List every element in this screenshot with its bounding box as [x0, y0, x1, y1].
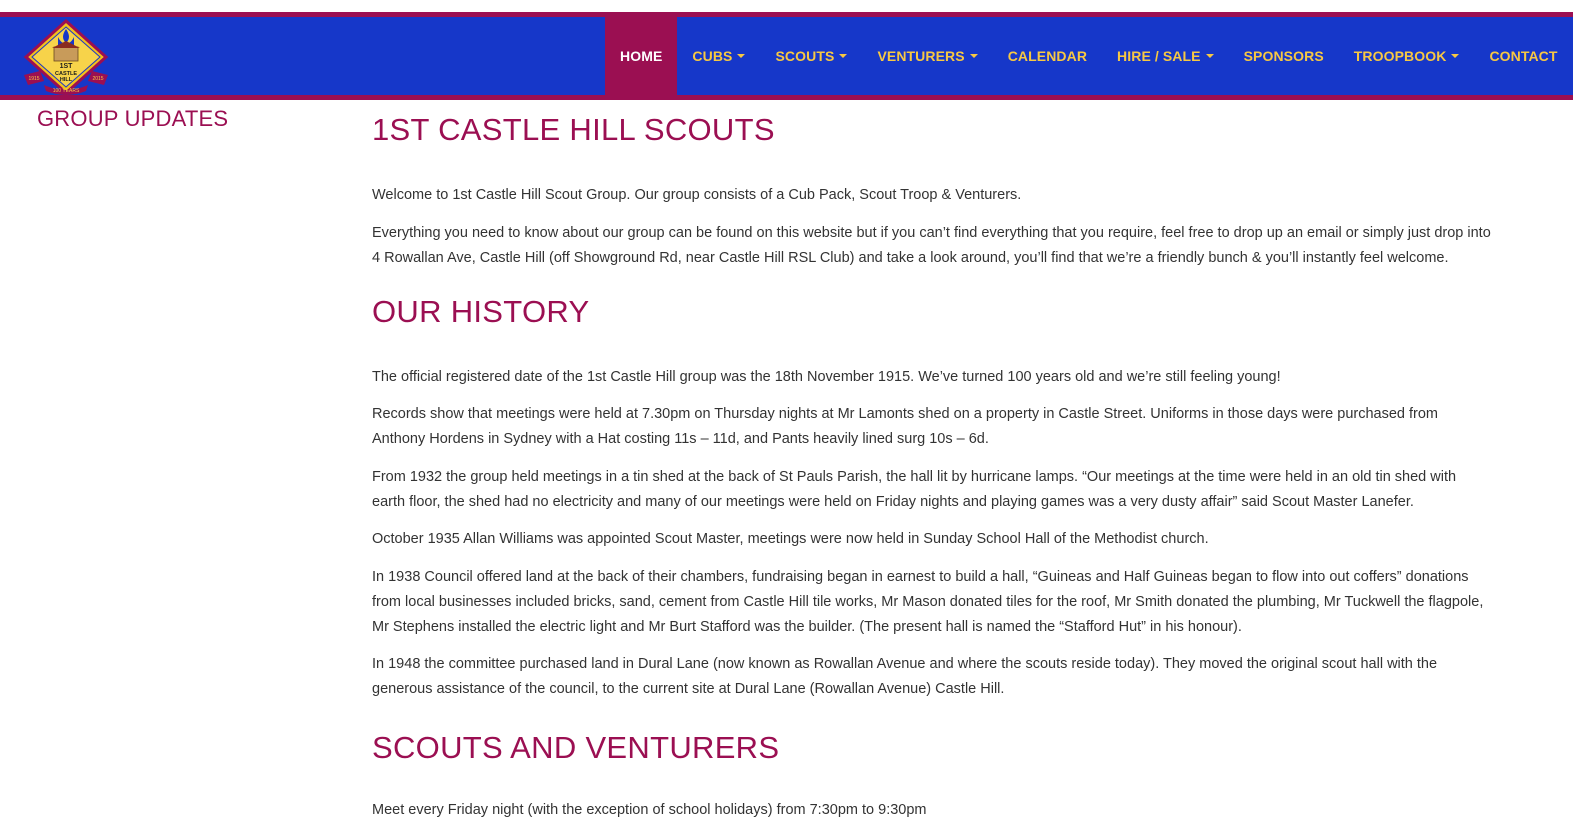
svg-text:100 YEARS: 100 YEARS — [52, 88, 80, 94]
intro-paragraph: Everything you need to know about our group can be found on this website but if you can’t find everything that you require, feel free to drop up an email or simply just drop into 4 Rowallan Ave, Castle Hill (off Showground Rd, near Castle Hill RSL Club) and take a look around, you’ll find that we’re a friendly bunch & you’ll instantly feel welcome. — [372, 225, 1491, 266]
history-paragraph: The official registered date of the 1st Castle Hill group was the 18th November 1915. We’ve turned 100 years old and we’re still feeling young! — [372, 369, 1281, 385]
nav-troopbook-label: TROOPBOOK — [1353, 48, 1447, 64]
nav-sponsors-label: SPONSORS — [1243, 48, 1324, 64]
svg-text:2015: 2015 — [92, 76, 104, 82]
caret-down-icon — [737, 54, 745, 58]
nav-scouts-label: SCOUTS — [775, 48, 835, 64]
group-logo[interactable] — [22, 19, 110, 97]
nav-scouts[interactable] — [760, 17, 862, 95]
history-paragraph: Records show that meetings were held at 7.30pm on Thursday nights at Mr Lamonts shed on a property in Castle Street. Uniforms in those days were purchased from Anthony Hordens in Sydney with a Hat costing 11s – 11d, and Pants heavily lined surg 10s – 6d. — [372, 406, 1439, 447]
nav-cubs-label: CUBS — [692, 48, 733, 64]
nav-hire-sale-label: HIRE / SALE — [1117, 48, 1201, 64]
sidebar-title: GROUP UPDATES — [37, 106, 229, 131]
history-paragraph: From 1932 the group held meetings in a tin shed at the back of St Pauls Parish, the hall lit by hurricane lamps. “Our meetings at the time were held in an old tin shed with earth floor, the shed had no electricity and many of our meetings were held on Friday nights and playing games was a very dusty affair” said Scout Master Lanefer. — [372, 469, 1457, 510]
main-content — [372, 112, 1492, 823]
nav-venturers-label: VENTURERS — [877, 48, 965, 64]
nav-home[interactable] — [605, 17, 677, 95]
nav-sponsors[interactable] — [1229, 17, 1339, 95]
intro-paragraph: Welcome to 1st Castle Hill Scout Group. Our group consists of a Cub Pack, Scout Troop & Venturers. — [372, 187, 1022, 203]
svg-text:HILL: HILL — [59, 77, 73, 83]
history-paragraph: In 1948 the committee purchased land in Dural Lane (now known as Rowallan Avenue and where the scouts reside today). They moved the original scout hall with the generous assistance of the council, to the current site at Dural Lane (Rowallan Avenue) Castle Hill. — [372, 656, 1438, 697]
caret-down-icon — [839, 54, 847, 58]
nav-calendar-label: CALENDAR — [1007, 48, 1088, 64]
scouts-paragraph: Meet every Friday night (with the exception of school holidays) from 7:30pm to 9:30pm — [372, 802, 927, 818]
history-paragraph: In 1938 Council offered land at the back of their chambers, fundraising began in earnest to build a hall, “Guineas and Half Guineas began to flow into out coffers” donations from local businesses included bricks, sand, cement from Castle Hill tile works, Mr Mason donated tiles for the roof, Mr Smith donated the plumbing, Mr Tuckwell the flagpole, Mr Stephens installed the electric light and Mr Burt Stafford was the builder. (The present hall is named the “Stafford Hut” in his honour). — [372, 569, 1484, 635]
caret-down-icon — [1451, 54, 1459, 58]
nav-calendar[interactable] — [993, 17, 1102, 95]
nav-contact[interactable] — [1474, 17, 1572, 95]
svg-text:1ST: 1ST — [59, 63, 73, 70]
svg-text:1915: 1915 — [28, 76, 40, 82]
history-heading: OUR HISTORY — [372, 294, 590, 329]
nav-contact-label: CONTACT — [1489, 48, 1558, 64]
nav-troopbook[interactable] — [1339, 17, 1475, 95]
nav-cubs[interactable] — [677, 17, 760, 95]
caret-down-icon — [970, 54, 978, 58]
svg-text:CASTLE: CASTLE — [55, 71, 77, 77]
main-nav — [605, 17, 1573, 95]
scouts-venturers-heading: SCOUTS AND VENTURERS — [372, 730, 780, 765]
page-title: 1ST CASTLE HILL SCOUTS — [372, 112, 775, 147]
scout-emblem-icon — [22, 19, 110, 97]
nav-venturers[interactable] — [862, 17, 992, 95]
site-header — [0, 12, 1573, 100]
history-paragraph: October 1935 Allan Williams was appointed Scout Master, meetings were now held in Sunday School Hall of the Methodist church. — [372, 531, 1209, 547]
caret-down-icon — [1206, 54, 1214, 58]
nav-hire-sale[interactable] — [1102, 17, 1229, 95]
nav-home-label: HOME — [620, 48, 663, 64]
